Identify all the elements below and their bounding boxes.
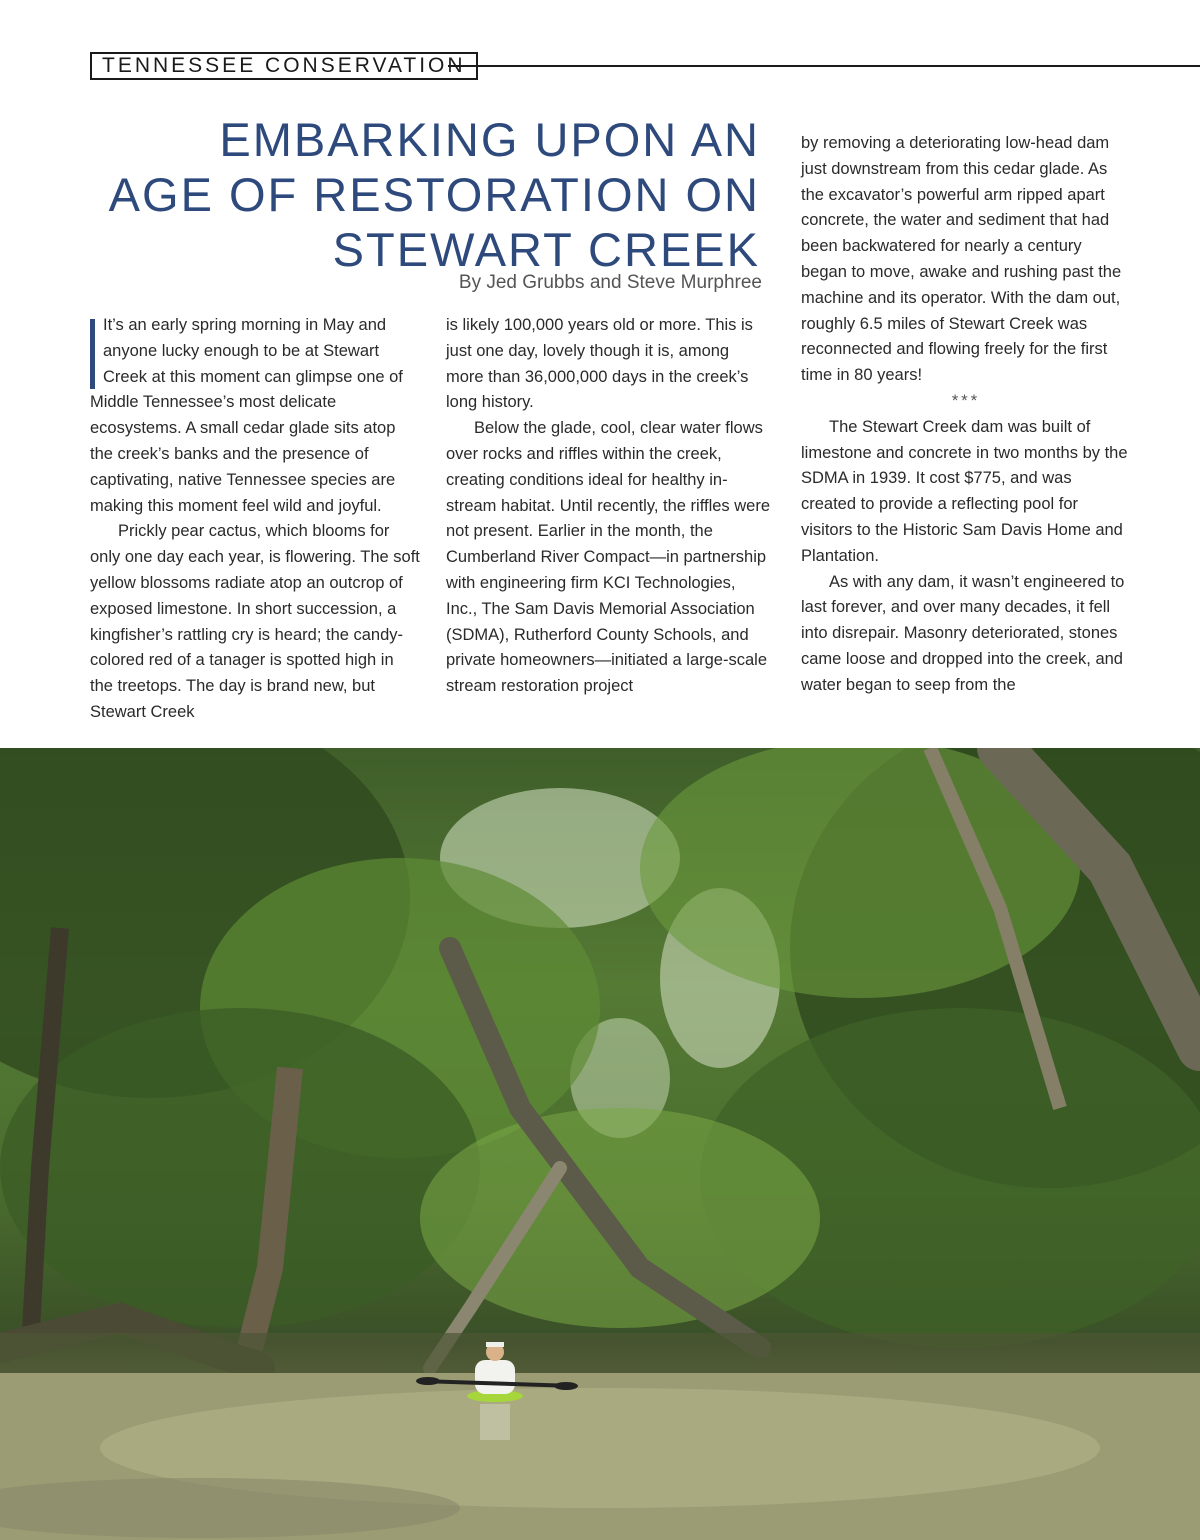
paragraph: The Stewart Creek dam was built of limestone and concrete in two months by the SDMA in 1939. It cost $775, and was created to provide a reflecting pool for visitors to the Historic Sam Davis Home and Plantation.	[801, 417, 1128, 565]
paragraph: As with any dam, it wasn’t engineered to last forever, and over many decades, it fell into disrepair. Masonry deteriorated, stones came loose and dropped into the creek, and water began to seep from the	[801, 572, 1125, 694]
section-header	[90, 52, 1200, 80]
paragraph: Below the glade, cool, clear water flows over rocks and riffles within the creek, creating conditions ideal for healthy in-stream habitat. Until recently, the riffles were not present. Earlier in the month, the Cumberland River Compact—in partnership with engineering firm KCI Technologies, Inc., The Sam Davis Memorial Association (SDMA), Rutherford County Schools, and private homeowners—initiated a large-scale stream restoration project	[446, 419, 771, 696]
section-separator: ***	[951, 391, 981, 410]
creek-photo	[0, 748, 1200, 1540]
paragraph: is likely 100,000 years old or more. This is just one day, lovely though it is, among more than 36,000,000 days in the creek’s long history.	[446, 316, 753, 412]
text-column-3	[801, 131, 1131, 699]
byline: By Jed Grubbs and Steve Murphree	[458, 272, 762, 293]
text-column-2	[446, 313, 771, 700]
paragraph: It’s an early spring morning in May and anyone lucky enough to be at Stewart Creek at this moment can glimpse one of Middle Tennessee’s most delicate ecosystems. A small cedar glade sits atop the creek’s banks and the presence of captivating, native Tennessee species are making this moment feel wild and joyful.	[90, 316, 403, 515]
dropcap-bar	[90, 319, 95, 389]
creek-photo-illustration	[0, 748, 1200, 1540]
title-line-3: STEWART CREEK	[332, 223, 760, 276]
title-line-2: AGE OF RESTORATION ON	[108, 168, 760, 221]
title-line-1: EMBARKING UPON AN	[219, 113, 760, 166]
text-column-1	[90, 313, 420, 726]
paragraph: by removing a deteriorating low-head dam just downstream from this cedar glade. As the excavator’s powerful arm ripped apart concrete, the water and sediment that had been backwatered for nearly a century began to move, awake and rushing past the machine and its operator. With the dam out, roughly 6.5 miles of Stewart Creek was reconnected and flowing freely for the first time in 80 years!	[801, 134, 1122, 385]
article-title	[60, 112, 760, 277]
section-rule	[448, 65, 1200, 67]
paragraph: Prickly pear cactus, which blooms for only one day each year, is flowering. The soft yellow blossoms radiate atop an outcrop of exposed limestone. In short succession, a kingfisher’s rattling cry is heard; the candy-colored red of a tanager is spotted high in the treetops. The day is brand new, but Stewart Creek	[90, 522, 420, 721]
section-label: TENNESSEE CONSERVATION	[90, 52, 478, 80]
